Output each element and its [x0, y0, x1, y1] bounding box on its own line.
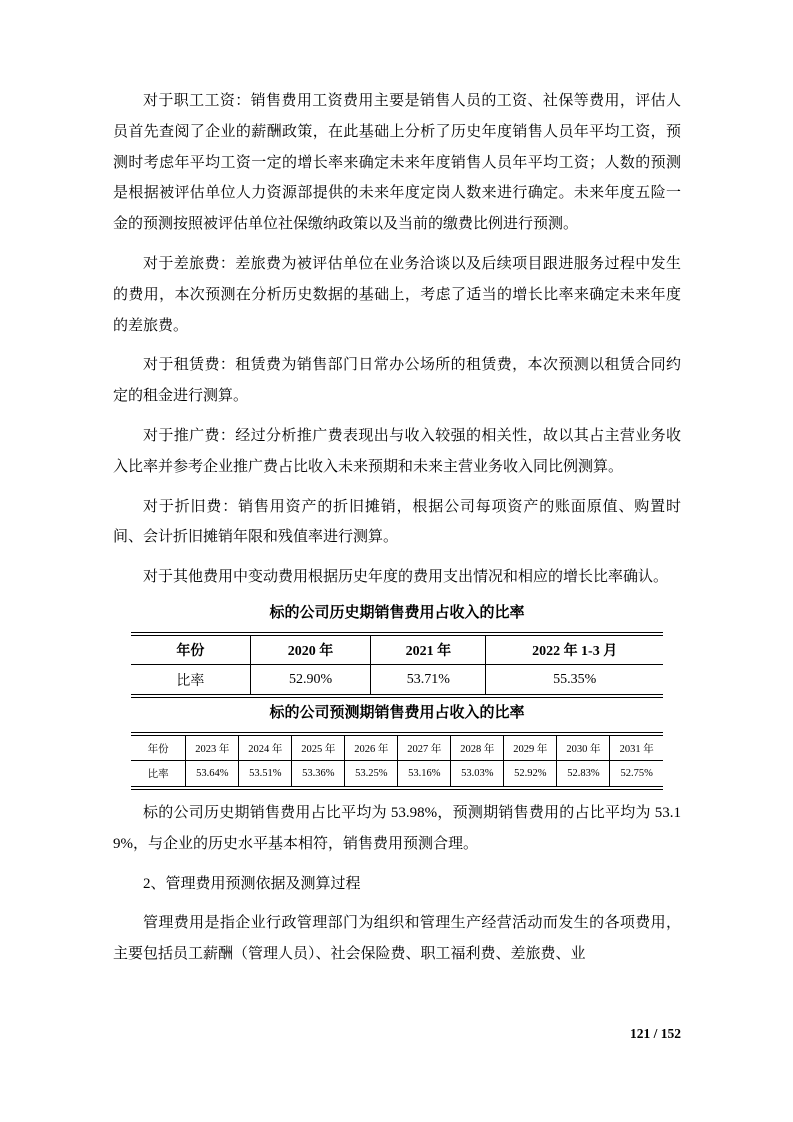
table-historical-sales-expense-ratio [131, 632, 663, 698]
header-cell: 2025 年 [292, 734, 345, 761]
header-cell: 2031 年 [610, 734, 663, 761]
paragraph-depreciation-expense: 对于折旧费：销售用资产的折旧摊销，根据公司每项资产的账面原值、购置时间、会计折旧摊销年限和残值率进行测算。 [113, 498, 681, 546]
table-cell: 53.64% [186, 761, 239, 788]
header-cell: 2028 年 [451, 734, 504, 761]
header-cell: 年份 [131, 734, 186, 761]
table-row [131, 761, 663, 788]
header-cell: 2020 年 [250, 634, 371, 665]
table-cell: 53.03% [451, 761, 504, 788]
header-cell: 2029 年 [504, 734, 557, 761]
page-content [113, 86, 681, 979]
table-cell: 比率 [176, 673, 205, 689]
header-cell: 2024 年 [239, 734, 292, 761]
table-cell: 52.92% [504, 761, 557, 788]
table-row [131, 634, 663, 665]
table-cell: 52.90% [250, 665, 371, 696]
table-cell: 53.71% [371, 665, 486, 696]
paragraph-rental-expense: 对于租赁费：租赁费为销售部门日常办公场所的租赁费，本次预测以租赁合同约定的租金进行测算。 [113, 357, 681, 405]
table-cell: 55.35% [486, 665, 663, 696]
table-row [131, 734, 663, 761]
header-cell: 2027 年 [398, 734, 451, 761]
table-cell: 53.51% [239, 761, 292, 788]
paragraph-average-summary: 标的公司历史期销售费用占比平均为 53.98%，预测期销售费用的占比平均为 53.19%，与企业的历史水平基本相符，销售费用预测合理。 [113, 804, 681, 852]
paragraph-other-expense: 对于其他费用中变动费用根据历史年度的费用支出情况和相应的增长比率确认。 [143, 569, 669, 586]
table-cell: 53.16% [398, 761, 451, 788]
table-cell: 53.36% [292, 761, 345, 788]
paragraph-admin-expense-intro: 管理费用是指企业行政管理部门为组织和管理生产经营活动而发生的各项费用，主要包括员工薪酬（管理人员）、社会保险费、职工福利费、差旅费、业 [113, 915, 681, 963]
paragraph-travel-expense: 对于差旅费：差旅费为被评估单位在业务洽谈以及后续项目跟进服务过程中发生的费用，本次预测在分析历史数据的基础上，考虑了适当的增长比率来确定未来年度的差旅费。 [113, 255, 681, 334]
page-number: 121 / 152 [629, 1026, 681, 1041]
table-forecast-sales-expense-ratio [131, 732, 663, 790]
header-cell: 2030 年 [557, 734, 610, 761]
heading-admin-expense-forecast: 2、管理费用预测依据及测算过程 [143, 875, 361, 892]
table-title-forecast-ratio: 标的公司预测期销售费用占收入的比率 [269, 704, 525, 721]
header-cell: 2026 年 [345, 734, 398, 761]
table-cell: 53.25% [345, 761, 398, 788]
table-cell: 52.75% [610, 761, 663, 788]
table-cell: 比率 [147, 769, 169, 781]
paragraph-staff-salary: 对于职工工资：销售费用工资费用主要是销售人员的工资、社保等费用，评估人员首先查阅了企业的薪酬政策，在此基础上分析了历史年度销售人员年平均工资，预测时考虑年平均工资一定的增长率来确定未来年度销售人员年平均工资；人数的预测是根据被评估单位人力资源部提供的未来年度定岗人数来进行确定。未来年度五险一金的预测按照被评估单位社保缴纳政策以及当前的缴费比例进行预测。 [113, 93, 681, 233]
header-cell: 2023 年 [186, 734, 239, 761]
header-cell: 2022 年 1-3 月 [486, 634, 663, 665]
table-title-historical-ratio: 标的公司历史期销售费用占收入的比率 [269, 604, 525, 621]
header-cell: 年份 [131, 634, 250, 665]
table-row [131, 665, 663, 696]
table-cell: 52.83% [557, 761, 610, 788]
header-cell: 2021 年 [371, 634, 486, 665]
paragraph-promotion-expense: 对于推广费：经过分析推广费表现出与收入较强的相关性，故以其占主营业务收入比率并参考企业推广费占比收入未来预期和未来主营业务收入同比例测算。 [113, 427, 681, 475]
